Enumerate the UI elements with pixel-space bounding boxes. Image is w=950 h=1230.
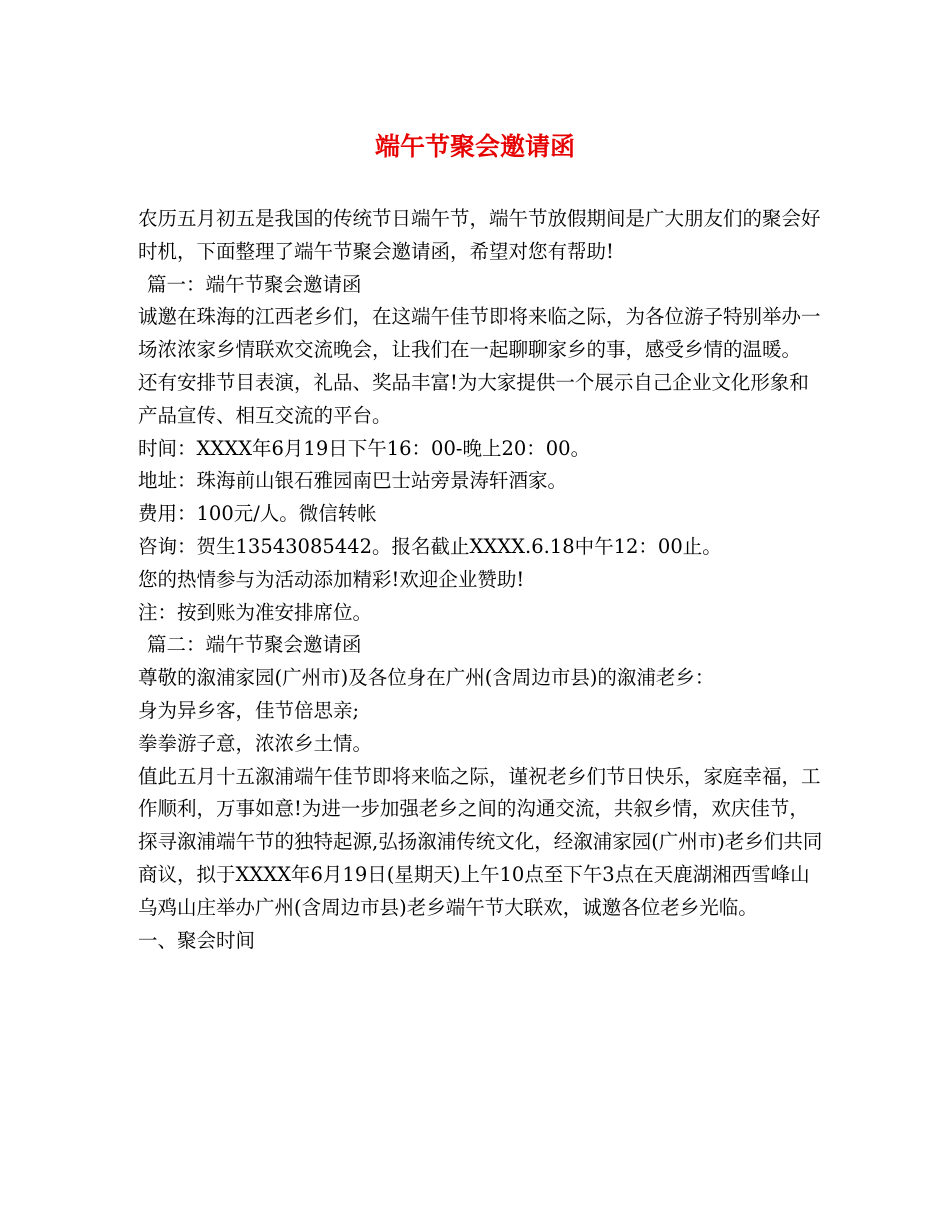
program-paragraph: 还有安排节目表演，礼品、奖品丰富!为大家提供一个展示自己企业文化形象和产品宣传、相互交流的平台。: [138, 370, 809, 427]
event-paragraph: 值此五月十五溆浦端午佳节即将来临之际，谨祝老乡们节日快乐，家庭幸福，工作顺利，万事如意!为进一步加强老乡之间的沟通交流，共叙乡情，欢庆佳节，探寻溆浦端午节的独特起源,弘扬溆浦传统文化，经溆浦家园(广州市)老乡们共同商议，拟于XXXX年6月19日(星期天)上午10点至下午3点在天鹿湖湘西雪峰山乌鸡山庄举办广州(含周边市县)老乡端午节大联欢，诚邀各位老乡光临。: [138, 764, 823, 919]
verse-line-2: 拳拳游子意，浓浓乡土情。: [138, 731, 373, 755]
invitation-paragraph: 诚邀在珠海的江西老乡们，在这端午佳节即将来临之际，为各位游子特别举办一场浓浓家乡情联欢交流晚会，让我们在一起聊聊家乡的事，感受乡情的温暖。: [138, 305, 821, 362]
address-line: 地址：珠海前山银石雅园南巴士站旁景涛轩酒家。: [138, 469, 568, 493]
section-heading-2: 篇二：端午节聚会邀请函: [147, 633, 362, 657]
subsection-heading: 一、聚会时间: [138, 928, 256, 952]
time-line: 时间：XXXX年6月19日下午16：00-晚上20：00。: [138, 436, 591, 460]
fee-line: 费用：100元/人。微信转帐: [138, 502, 377, 526]
document-body: [138, 203, 828, 957]
verse-line-1: 身为异乡客，佳节倍思亲;: [138, 698, 360, 722]
intro-paragraph: 农历五月初五是我国的传统节日端午节，端午节放假期间是广大朋友们的聚会好时机，下面整理了端午节聚会邀请函，希望对您有帮助!: [138, 207, 821, 263]
section-heading-1: 篇一：端午节聚会邀请函: [147, 272, 362, 296]
note-line: 注：按到账为准安排席位。: [138, 600, 373, 624]
salutation-line: 尊敬的溆浦家园(广州市)及各位身在广州(含周边市县)的溆浦老乡：: [138, 666, 715, 690]
contact-line: 咨询：贺生13543085442。报名截止XXXX.6.18中午12：00止。: [138, 534, 722, 558]
document-title: 端午节聚会邀请函: [374, 132, 575, 161]
welcome-line: 您的热情参与为活动添加精彩!欢迎企业赞助!: [138, 567, 525, 591]
